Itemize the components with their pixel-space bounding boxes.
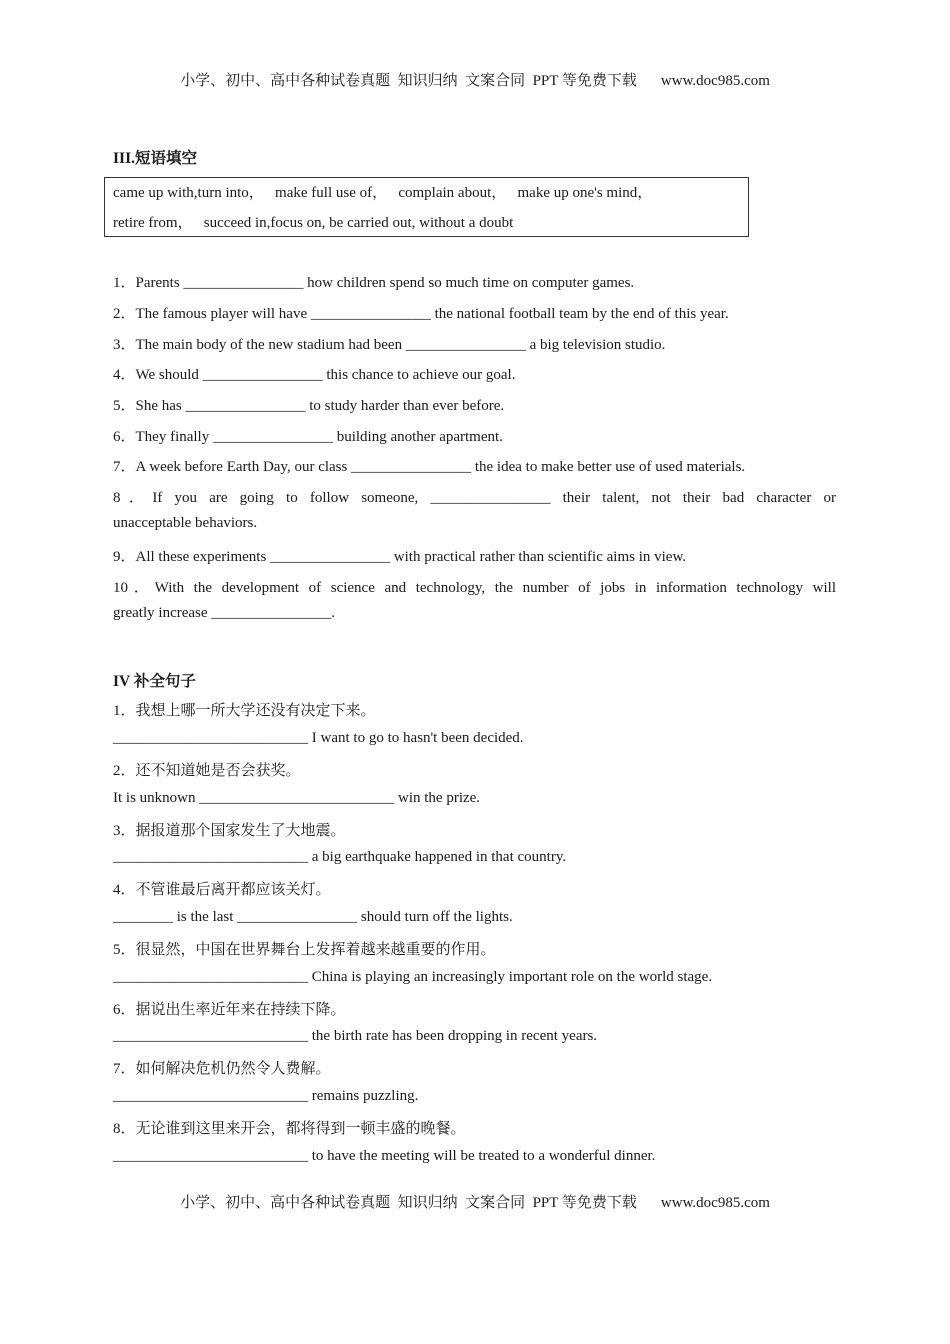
question-item: 5．She has ________________ to study harder than ever before. bbox=[113, 398, 505, 414]
question-item: 4．We should ________________ this chance to achieve our goal. bbox=[113, 367, 516, 383]
chinese-prompt: 2．还不知道她是否会获奖。 bbox=[113, 763, 301, 779]
phrase-box bbox=[104, 177, 749, 237]
section-3-title: III.短语填空 bbox=[113, 150, 197, 167]
question-item-continued: greatly increase ________________. bbox=[113, 605, 336, 621]
answer-line: __________________________ China is playing an increasingly important role on the world stage. bbox=[113, 969, 713, 985]
question-item: 9．All these experiments ________________ with practical rather than scientific aims in view. bbox=[113, 549, 687, 565]
question-item: 3．The main body of the new stadium had been ________________ a big television studio. bbox=[113, 337, 666, 353]
answer-line: __________________________ I want to go to hasn't been decided. bbox=[113, 730, 524, 746]
header-text: 小学、初中、高中各种试卷真题 知识归纳 文案合同 PPT 等免费下载 bbox=[180, 73, 637, 89]
answer-line: __________________________ remains puzzling. bbox=[113, 1088, 419, 1104]
chinese-prompt: 8．无论谁到这里来开会，都将得到一顿丰盛的晚餐。 bbox=[113, 1121, 466, 1137]
phrase-line: retire from， succeed in,focus on, be carried out, without a doubt bbox=[113, 215, 514, 231]
question-item: 1．Parents ________________ how children spend so much time on computer games. bbox=[113, 275, 635, 291]
chinese-prompt: 4．不管谁最后离开都应该关灯。 bbox=[113, 882, 331, 898]
question-item: 8．If you are going to follow someone, ________________ their talent, not their bad character or bbox=[113, 490, 836, 506]
chinese-prompt: 5．很显然，中国在世界舞台上发挥着越来越重要的作用。 bbox=[113, 942, 496, 958]
answer-line: It is unknown __________________________ win the prize. bbox=[113, 790, 481, 806]
phrase-line: came up with,turn into， make full use of， complain about， make up one's mind， bbox=[113, 185, 653, 201]
answer-line: __________________________ to have the meeting will be treated to a wonderful dinner. bbox=[113, 1148, 656, 1164]
chinese-prompt: 3．据报道那个国家发生了大地震。 bbox=[113, 823, 346, 839]
question-item: 7．A week before Earth Day, our class ________________ the idea to make better use of used materials. bbox=[113, 459, 746, 475]
chinese-prompt: 1．我想上哪一所大学还没有决定下来。 bbox=[113, 703, 376, 719]
page-footer bbox=[0, 1191, 950, 1212]
question-item-continued: unacceptable behaviors. bbox=[113, 515, 258, 531]
section-4-title: IV 补全句子 bbox=[113, 673, 196, 690]
chinese-prompt: 7．如何解决危机仍然令人费解。 bbox=[113, 1061, 331, 1077]
header-url[interactable]: www.doc985.com bbox=[660, 73, 770, 89]
answer-line: __________________________ a big earthquake happened in that country. bbox=[113, 849, 567, 865]
answer-line: __________________________ the birth rate has been dropping in recent years. bbox=[113, 1028, 598, 1044]
question-item: 10．With the development of science and technology, the number of jobs in information technology will bbox=[113, 580, 836, 596]
question-item: 6．They finally ________________ building another apartment. bbox=[113, 429, 503, 445]
footer-url[interactable]: www.doc985.com bbox=[660, 1195, 770, 1211]
question-item: 2．The famous player will have ________________ the national football team by the end of this year. bbox=[113, 306, 729, 322]
footer-text: 小学、初中、高中各种试卷真题 知识归纳 文案合同 PPT 等免费下载 bbox=[180, 1195, 637, 1211]
answer-line: ________ is the last ________________ should turn off the lights. bbox=[113, 909, 513, 925]
page-header bbox=[0, 69, 950, 90]
chinese-prompt: 6．据说出生率近年来在持续下降。 bbox=[113, 1002, 346, 1018]
